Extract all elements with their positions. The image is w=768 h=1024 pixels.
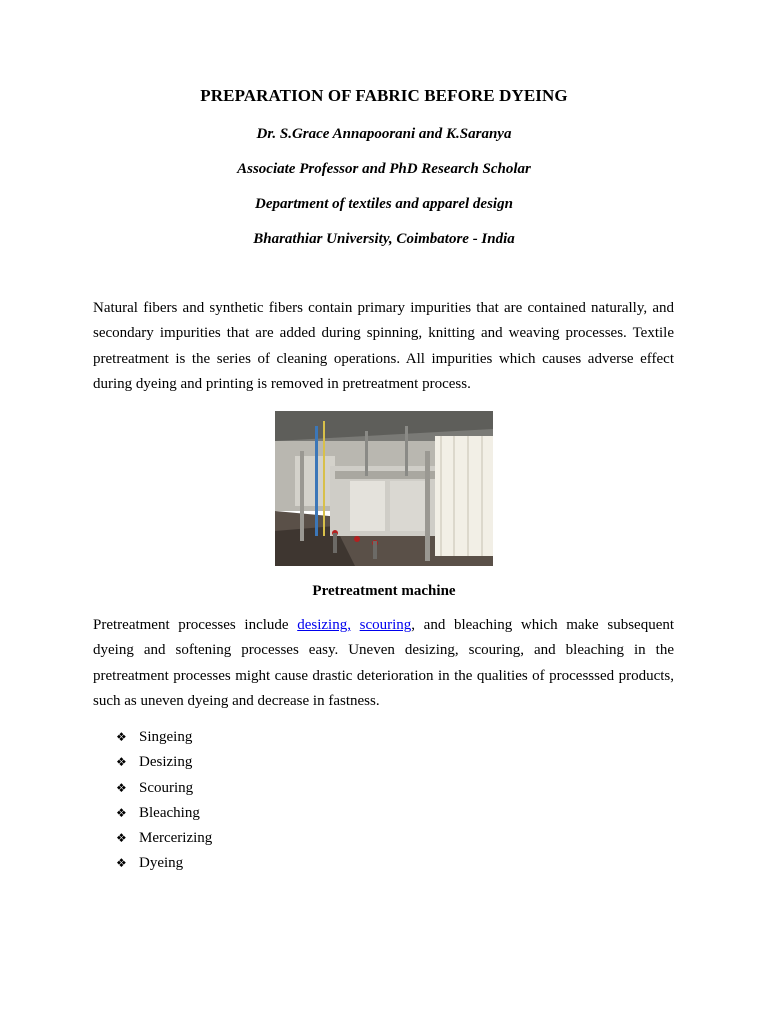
process-step-label: Mercerizing bbox=[139, 830, 213, 847]
diamond-bullet-icon: ❖ bbox=[116, 856, 127, 871]
document-title: PREPARATION OF FABRIC BEFORE DYEING bbox=[200, 86, 568, 105]
process-step-item bbox=[116, 776, 212, 801]
scouring-link[interactable]: scouring bbox=[359, 617, 412, 633]
author-names: Dr. S.Grace Annapoorani and K.Saranya bbox=[256, 126, 512, 142]
process-step-label: Singeing bbox=[139, 729, 193, 745]
diamond-bullet-icon: ❖ bbox=[116, 805, 127, 820]
processes-text-between bbox=[351, 617, 360, 633]
process-step-item bbox=[116, 851, 212, 876]
author-university: Bharathiar University, Coimbatore - India bbox=[253, 231, 515, 247]
process-step-label: Bleaching bbox=[139, 804, 200, 821]
process-step-label: Desizing bbox=[139, 754, 193, 771]
process-step-item bbox=[116, 801, 212, 826]
figure-caption: Pretreatment machine bbox=[312, 583, 456, 599]
processes-paragraph bbox=[93, 613, 674, 714]
process-step-label: Scouring bbox=[139, 779, 194, 796]
processes-text-before: Pretreatment processes include bbox=[93, 617, 298, 633]
pretreatment-machine-photo bbox=[275, 411, 493, 566]
desizing-link[interactable]: desizing, bbox=[297, 617, 351, 633]
process-step-item bbox=[116, 750, 212, 775]
diamond-bullet-icon: ❖ bbox=[116, 780, 127, 795]
process-step-item bbox=[116, 725, 212, 750]
process-step-label: Dyeing bbox=[139, 855, 184, 872]
author-department: Department of textiles and apparel design bbox=[255, 196, 513, 212]
diamond-bullet-icon: ❖ bbox=[116, 831, 127, 846]
author-positions: Associate Professor and PhD Research Scholar bbox=[237, 161, 531, 177]
intro-paragraph: Natural fibers and synthetic fibers contain primary impurities that are contained naturally, and secondary impurities that are added during spinning, knitting and weaving processes. Textile pretreatment is the series of cleaning operations. All impurities which causes adverse effect during dyeing and printing is removed in pretreatment process. bbox=[93, 300, 674, 392]
process-steps-list bbox=[116, 725, 212, 877]
process-step-item bbox=[116, 826, 212, 851]
diamond-bullet-icon: ❖ bbox=[116, 730, 127, 744]
processes-text-after: , and bleaching which make subsequent dyeing and softening processes easy. Uneven desizing, scouring, and bleaching in the pretreatment processes might cause drastic deterioration in the qualities of processsed products, such as uneven dyeing and decrease in fastness. bbox=[93, 617, 675, 709]
diamond-bullet-icon: ❖ bbox=[116, 755, 127, 770]
